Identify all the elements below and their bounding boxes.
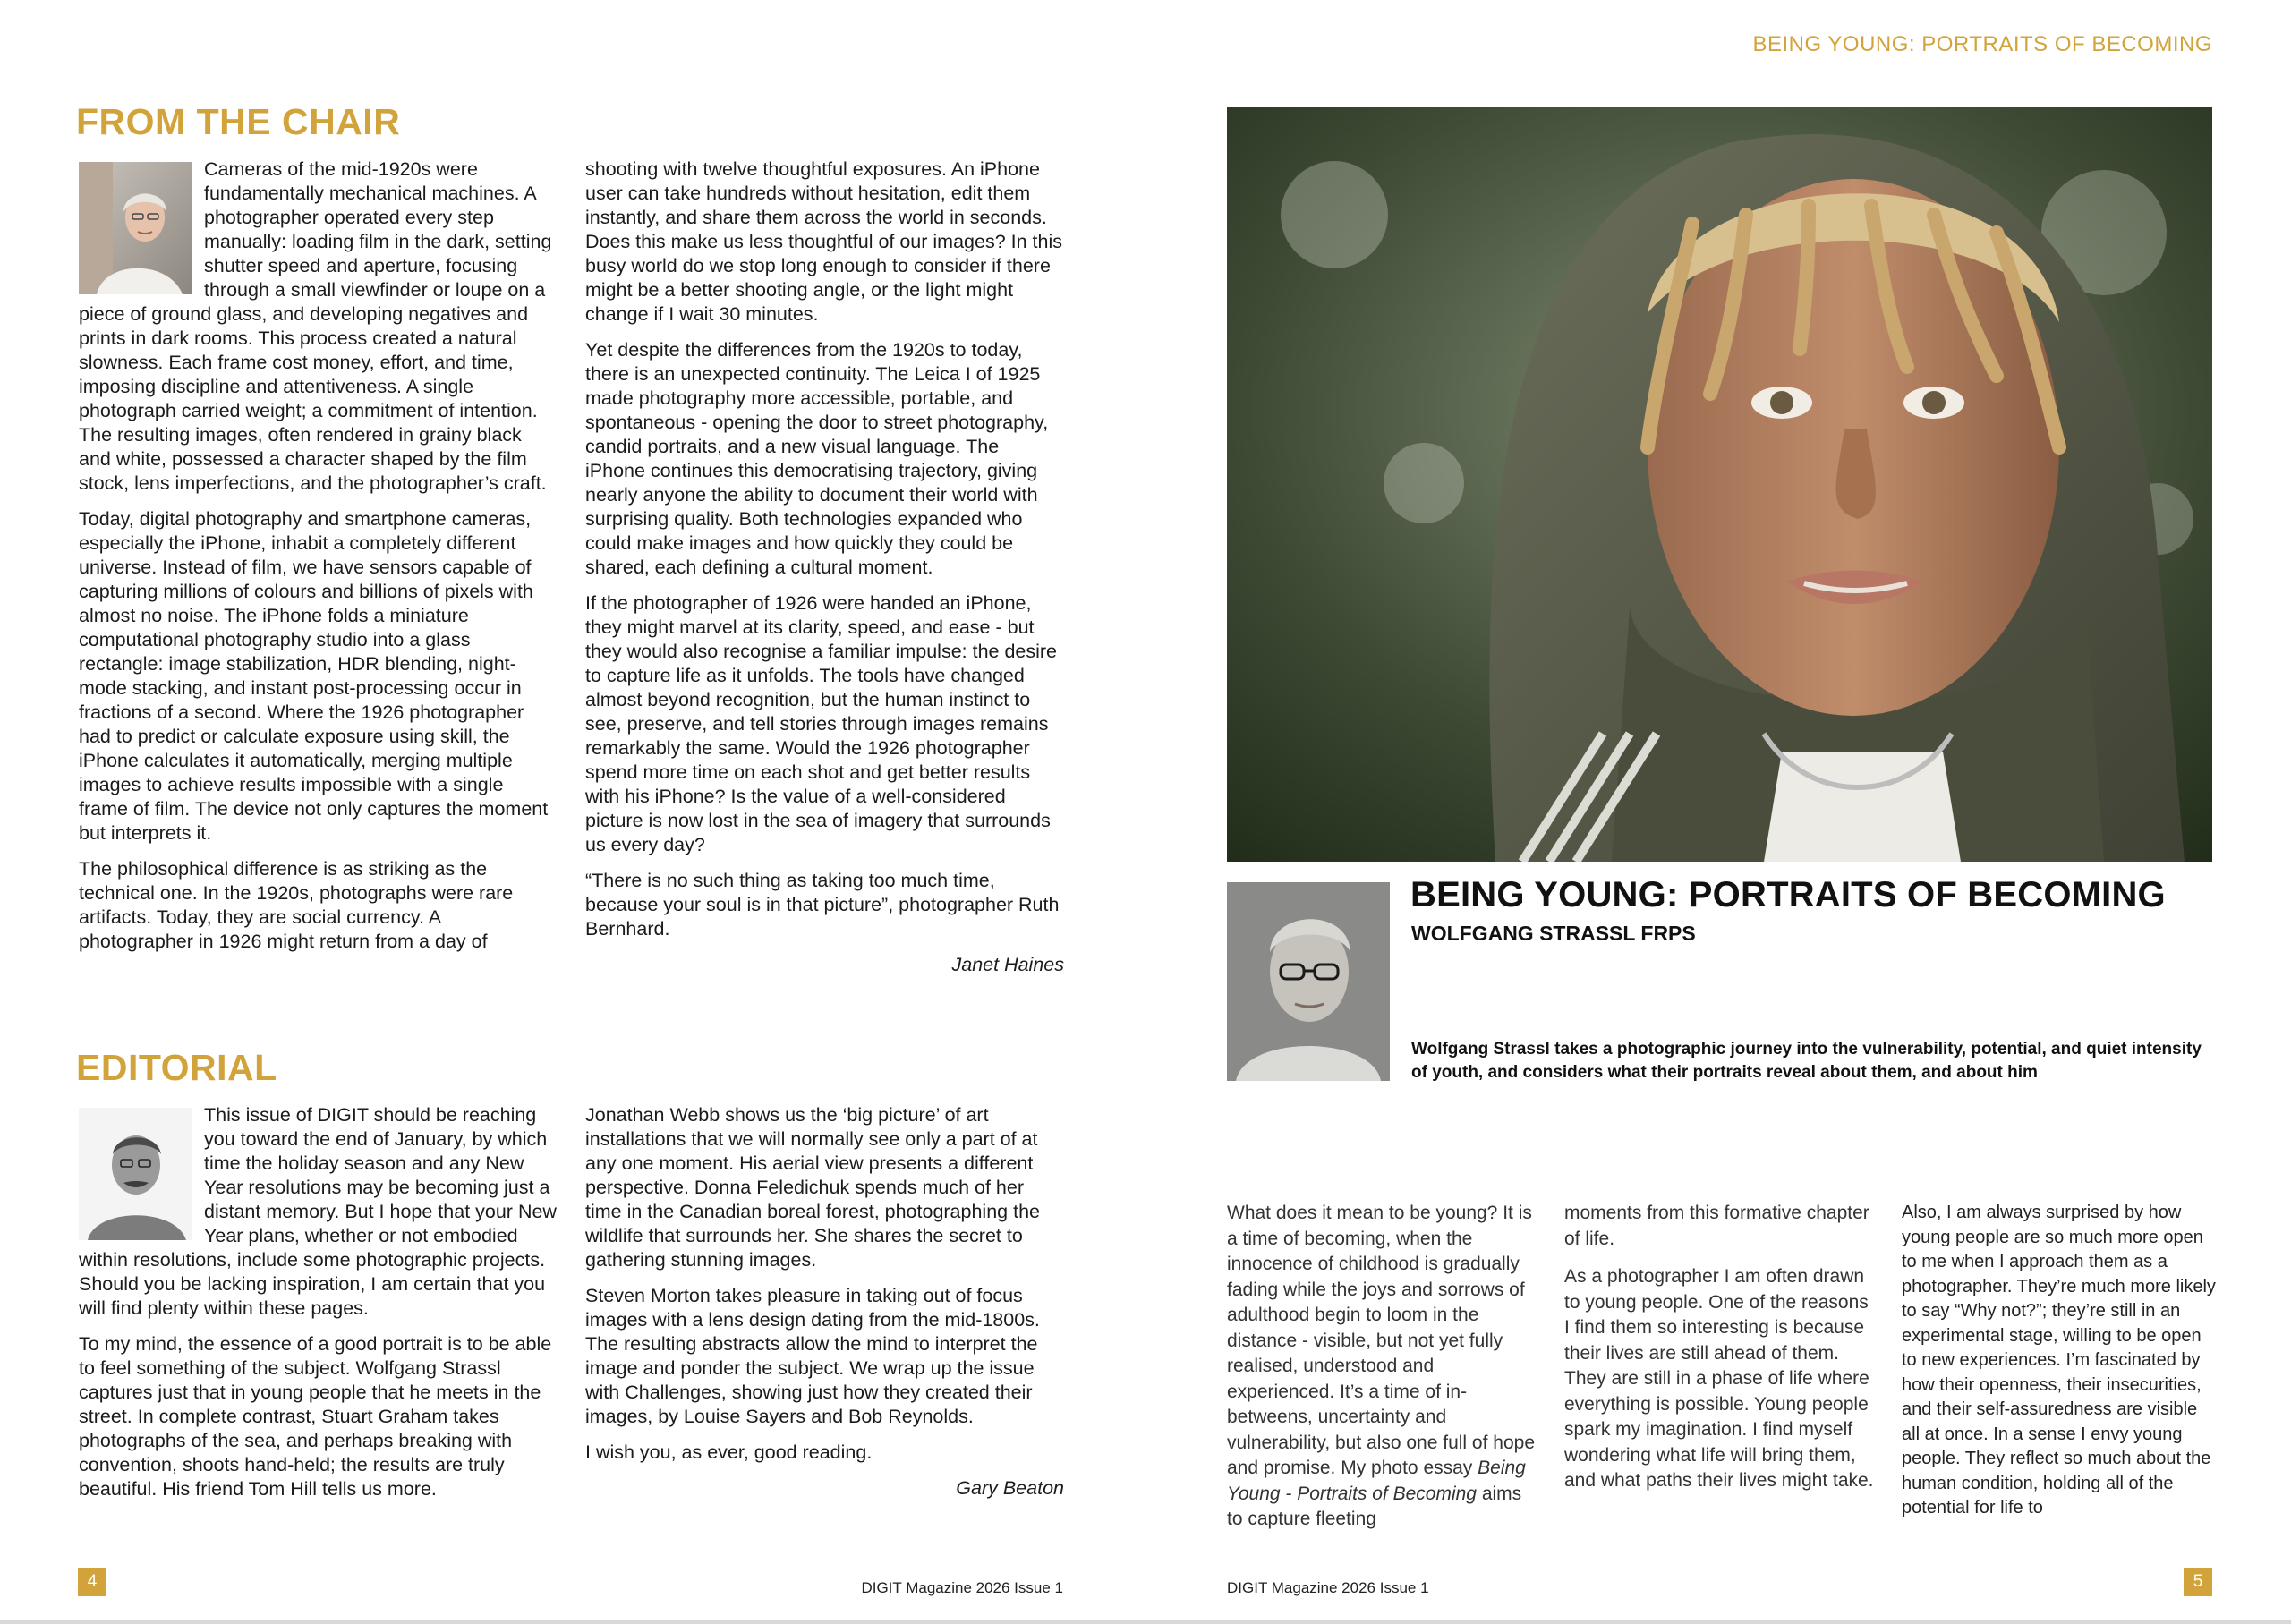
article-paragraph-4: Also, I am always surprised by how young people are so much more open to me when I approach them as a photographer. They’re much more likely to say “Why not?”; they’re still in an experimental stage, willing to be open to new experiences. I’m fascinated by how their openness, their insecurities, and their self-assuredness are visible all at once. In a sense I envy young people. They reflect so much about the human condition, holding all of the potential for life to (1902, 1203, 2216, 1518)
footer-right: DIGIT Magazine 2026 Issue 1 (1227, 1579, 1429, 1596)
chair-paragraph-1: Cameras of the mid-1920s were fundamentally mechanical machines. A photographer operated every step manually: loading film in the dark, setting shutter speed and aperture, focusing through a small viewfinder or loupe on a piece of ground glass, and developing negatives and prints in dark rooms. This process created a natural slowness. Each frame cost money, effort, and time, imposing discipline and attentiveness. A single photograph carried weight; a commitment of intention. The resulting images, often rendered in grainy black and white, possessed a character shaped by the film stock, lens imperfections, and the photographer’s craft. (79, 158, 552, 494)
editorial-paragraph-2: To my mind, the essence of a good portrait is to be able to feel something of the subject. Wolfgang Strassl captures just that in young people that he meets in the street. In complete contrast, Stuart Graham takes photographs of the sea, and perhaps breaking with convention, shoots hand-held; the results are truly beautiful. His friend Tom Hill tells us more. (79, 1333, 552, 1500)
bottom-rule (0, 1620, 2291, 1624)
from-the-chair-column-1 (79, 157, 558, 965)
editorial-paragraph-4: Steven Morton takes pleasure in taking out of focus images with a lens design dating from the mid-1800s. The resulting abstracts allow the mind to interpret the image and ponder the subject. We wrap up the issue with Challenges, showing just how they created their images, by Louise Sayers and Bob Reynolds. (585, 1285, 1040, 1427)
editor-portrait-image (79, 1108, 192, 1240)
chair-paragraph-3: The philosophical difference is as striking as the technical one. In the 1920s, photographs were rare artifacts. Today, they are social currency. A photographer in 1926 might return from a day of (79, 858, 514, 952)
hero-portrait-photo (1227, 107, 2212, 862)
from-the-chair-heading: FROM THE CHAIR (76, 101, 401, 142)
footer-left: DIGIT Magazine 2026 Issue 1 (861, 1579, 1063, 1596)
editorial-paragraph-5: I wish you, as ever, good reading. (585, 1441, 873, 1463)
article-author: WOLFGANG STRASSL FRPS (1411, 922, 1696, 945)
hero-portrait-image (1227, 107, 2212, 862)
article-title: BEING YOUNG: PORTRAITS OF BECOMING (1410, 875, 2166, 914)
article-paragraph-1-tail: aims to capture fleeting (1227, 1483, 1522, 1529)
page-number-right: 5 (2184, 1568, 2212, 1596)
editorial-paragraph-3: Jonathan Webb shows us the ‘big picture’ of art installations that we will normally see only a part of at any one moment. His aerial view presents a different perspective. Donna Feledichuk spends much of her time in the Canadian boreal forest, photographing the wildlife that surrounds her. She shares the secret to gathering stunning images. (585, 1104, 1040, 1271)
author-portrait-image (1227, 882, 1390, 1081)
chair-paragraph-5: Yet despite the differences from the 1920s to today, there is an unexpected continuity. The Leica I of 1925 made photography more accessible, portable, and spontaneous - opening the door to street photography, candid portraits, and a new visual language. The iPhone continues this democratising trajectory, giving nearly anyone the ability to document their world with surprising quality. Both technologies expanded who could make images and how quickly they could be shared, each defining a cultural moment. (585, 339, 1049, 578)
chair-portrait-photo (79, 162, 192, 294)
chair-signature: Janet Haines (951, 954, 1064, 975)
article-paragraph-2: moments from this formative chapter of life. (1564, 1203, 1869, 1249)
editorial-column-2 (585, 1103, 1064, 1501)
chair-portrait-image (79, 162, 192, 294)
chair-paragraph-2: Today, digital photography and smartphone cameras, especially the iPhone, inhabit a completely different universe. Instead of film, we have sensors capable of capturing millions of colours and billions of pixels with almost no noise. The iPhone folds a miniature computational photography studio into a glass rectangle: image stabilization, HDR blending, night-mode stacking, and instant post-processing occur in fractions of a second. Where the 1926 photographer had to predict or calculate exposure using skill, the iPhone calculates it automatically, merging multiple images to achieve results impossible with a single frame of film. The device not only captures the moment but interprets it. (79, 508, 549, 844)
running-head: BEING YOUNG: PORTRAITS OF BECOMING (1752, 32, 2212, 56)
article-column-1 (1227, 1201, 1540, 1545)
page-number-left: 4 (78, 1568, 106, 1596)
from-the-chair-column-2 (585, 157, 1064, 977)
chair-paragraph-4: shooting with twelve thoughtful exposures. An iPhone user can take hundreds without hesitation, edit them instantly, and share them across the world in seconds. Does this make us less thoughtful of our images? In this busy world do we stop long enough to consider if there might be a better shooting angle, or the light might change if I wait 30 minutes. (585, 158, 1062, 325)
author-portrait-photo (1227, 882, 1390, 1081)
chair-quote: “There is no such thing as taking too much time, because your soul is in that picture”, photographer Ruth Bernhard. (585, 870, 1060, 940)
editorial-paragraph-1: This issue of DIGIT should be reaching you toward the end of January, by which time the holiday season and any New Year resolutions may be becoming just a distant memory. But I hope that your New Year plans, whether or not embodied within resolutions, include some photographic projects. Should you be lacking inspiration, I am certain that you will find plenty within these pages. (79, 1104, 557, 1319)
article-standfirst: Wolfgang Strassl takes a photographic journey into the vulnerability, potential, and quiet intensity of youth, and considers what their portraits reveal about them, and about him (1411, 1040, 2202, 1082)
editorial-column-1 (79, 1103, 558, 1513)
article-paragraph-1-lead: What does it mean to be young? It is a time of becoming, when the innocence of childhood is gradually fading while the joys and sorrows of adulthood begin to loom in the distance - visible, but not yet fully realised, understood and experienced. It’s a time of in-betweens, uncertainty and vulnerability, but also one full of hope and promise. My photo essay (1227, 1203, 1535, 1478)
photo-essay-title: Being Young - Portraits of Becoming (1227, 1458, 1526, 1504)
editorial-heading: EDITORIAL (76, 1047, 277, 1088)
editor-portrait-photo (79, 1108, 192, 1240)
article-column-3 (1902, 1201, 2219, 1534)
article-paragraph-1 (1227, 1201, 1540, 1533)
editorial-signature: Gary Beaton (956, 1477, 1064, 1499)
article-paragraph-3: As a photographer I am often drawn to young people. One of the reasons I find them so interesting is because their lives are still ahead of them. They are still in a phase of life where everything is possible. Young people spark my imagination. I find myself wondering what life will bring them, and what paths their lives might take. (1564, 1266, 1874, 1491)
article-column-2 (1564, 1201, 1878, 1507)
chair-paragraph-6: If the photographer of 1926 were handed an iPhone, they might marvel at its clarity, speed, and ease - but they would also recognise a familiar impulse: the desire to capture life as it unfolds. The tools have changed almost beyond recognition, but the human instinct to see, preserve, and tell stories through images remains remarkably the same. Would the 1926 photographer spend more time on each shot and get better results with his iPhone? Is the value of a well-considered picture is now lost in the sea of imagery that surrounds us every day? (585, 592, 1058, 855)
